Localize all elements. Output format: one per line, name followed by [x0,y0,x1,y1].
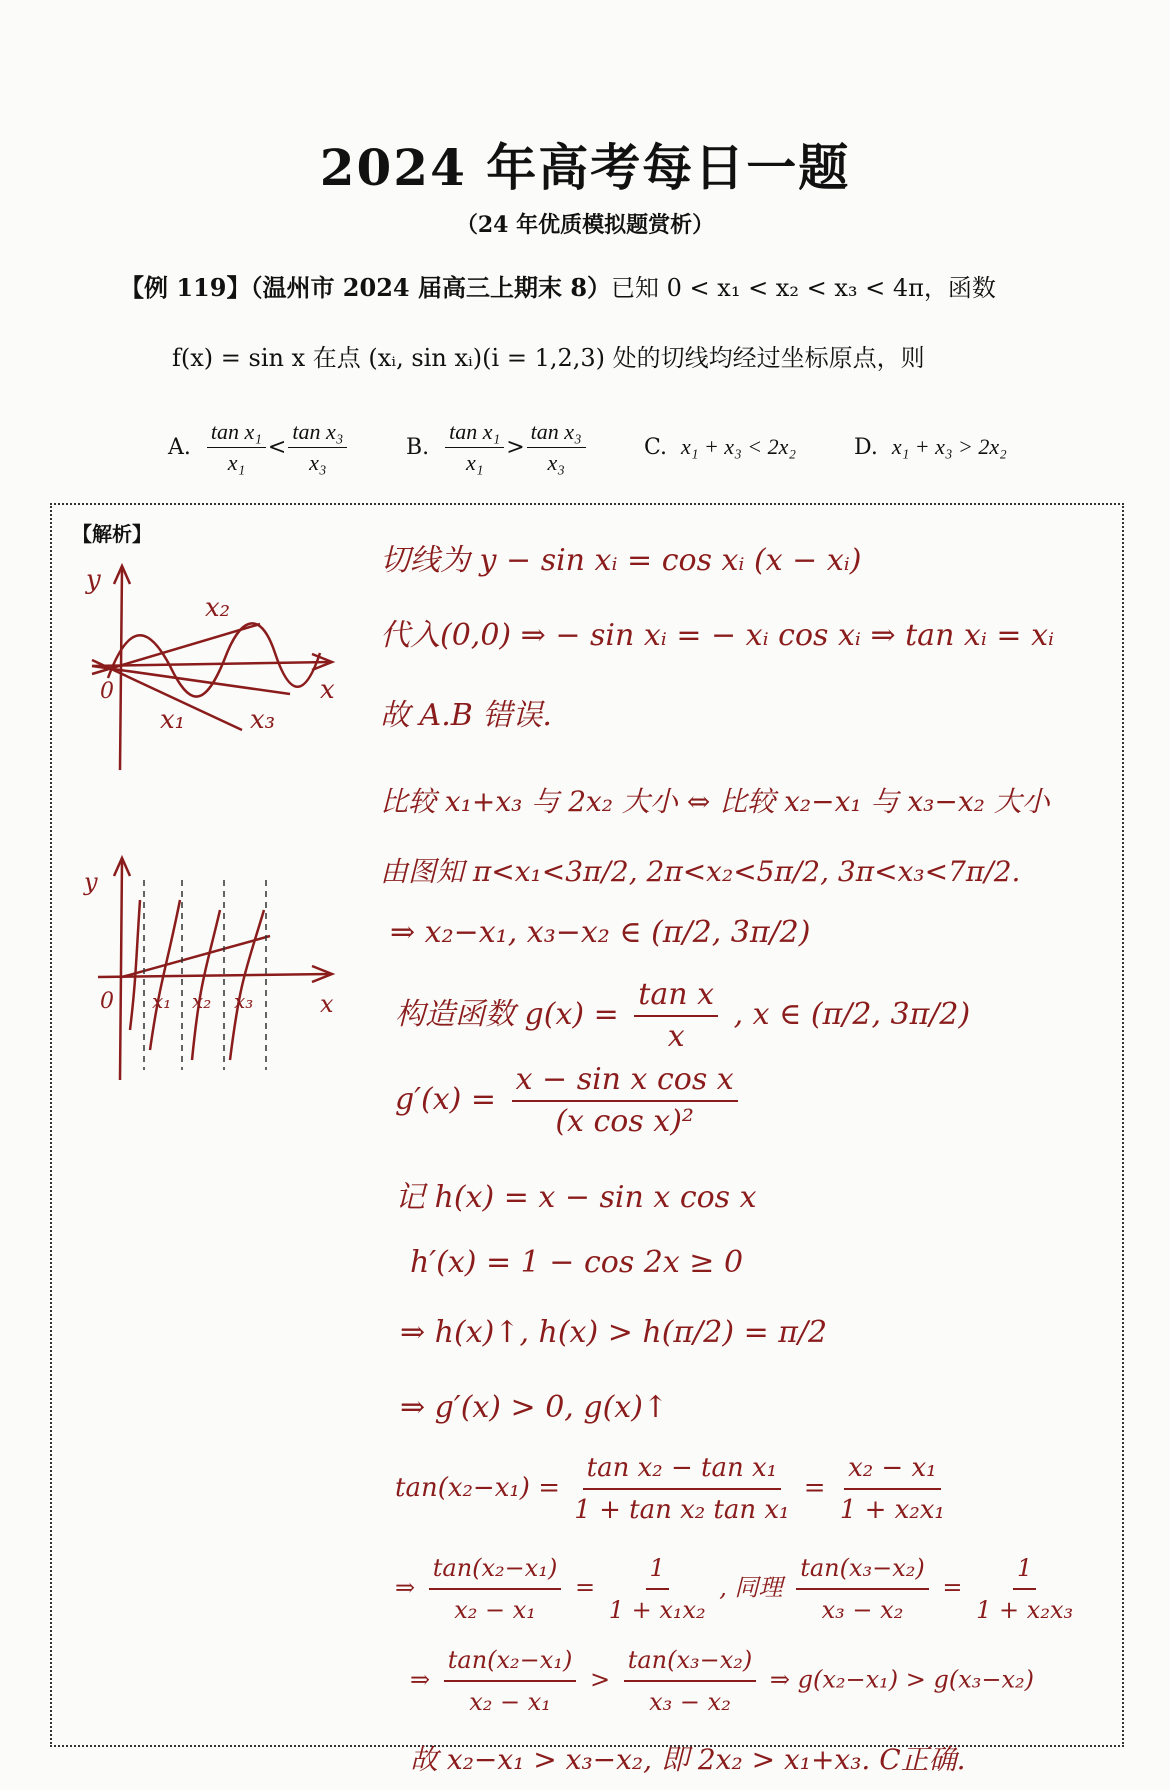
l13-frac: $\frac{\text{tan x₂ − tan x₁}}{\text{1 + tan x₂ tan x₁}}$ [574,1448,789,1530]
l14-frac2: $\frac{1}{\text{1 + x₁x₂}}$ [609,1548,706,1630]
solution-line-16: 故 x₂−x₁ > x₃−x₂, 即 2x₂ > x₁+x₃. C正确. [410,1743,966,1776]
option-a-label: A. [168,434,191,460]
option-b-label: B. [406,434,430,460]
graph2-y-label: y [84,868,98,896]
l15-frac: $\frac{\text{tan(x₂−x₁)}}{\text{x₂ − x₁}}$ [444,1640,577,1722]
graph1-x-label: x [320,675,335,705]
l7-pre: 构造函数 g(x) = [395,997,619,1032]
solution-line-8 [395,1060,744,1142]
solution-line-5: 由图知 π<x₁<3π/2, 2π<x₂<5π/2, 3π<x₃<7π/2. [380,855,1021,888]
problem-source: （温州市 2024 届高三上期末 8） [250,273,612,302]
graph2-y-axis [120,860,122,1080]
option-b-frac-right: $\frac{\text{tan x₃}}{\text{x₃}}$ [527,417,586,478]
problem-tag: 【例 119】 [120,273,251,302]
option-a-frac-left: $\frac{\text{tan x₁}}{\text{x₁}}$ [207,417,266,478]
option-c [644,412,796,482]
option-a-op: < [267,434,287,460]
graph2-x-label: x [320,990,334,1018]
analysis-label: 【解析】 [72,522,152,546]
l13-frac2: $\frac{\text{x₂ − x₁}}{\text{1 + x₂x₁}}$ [840,1448,945,1530]
solution-line-1: 切线为 y − sin xᵢ = cos xᵢ (x − xᵢ) [380,543,862,578]
option-b [406,412,588,482]
solution-line-4: 比较 x₁+x₃ 与 2x₂ 大小 ⇔ 比较 x₂−x₁ 与 x₃−x₂ 大小 [380,785,1050,818]
graph-tan-line [80,840,350,1090]
l15-post: ⇒ g(x₂−x₁) > g(x₃−x₂) [769,1665,1035,1694]
graph2-tan-branch-1 [130,900,140,1030]
solution-line-10: h′(x) = 1 − cos 2x ≥ 0 [410,1245,744,1280]
option-d [854,412,1007,482]
option-a [168,412,349,482]
page-subtitle: （24 年优质模拟题赏析） [455,212,715,238]
answer-options [168,412,1068,492]
option-d-text: x₁ + x₃ > 2x₂ [891,434,1007,459]
l8-pre: g′(x) = [395,1082,497,1117]
l7-frac: $\frac{\text{tan x}}{x}$ [634,975,718,1057]
solution-line-15 [410,1640,1034,1722]
problem-stem1: 已知 0 < x₁ < x₂ < x₃ < 4π，函数 [611,274,996,302]
solution-line-6: ⇒ x₂−x₁, x₃−x₂ ∈ (π/2, 3π/2) [390,915,811,950]
solution-line-13 [395,1448,951,1530]
l14-pre: ⇒ [395,1573,416,1602]
l14-eq: = [574,1573,596,1602]
graph2-tan-branch-4 [230,910,264,1060]
option-c-label: C. [644,434,668,460]
l15-frac2: $\frac{\text{tan(x₃−x₂)}}{\text{x₃ − x₂}}$ [624,1640,757,1722]
graph1-x1-label: x₁ [160,705,186,735]
l14-frac3: $\frac{\text{tan(x₃−x₂)}}{\text{x₃ − x₂}}$ [796,1548,929,1630]
problem-stem-line2: f(x) = sin x 在点 (xᵢ, sin xᵢ)(i = 1,2,3) 处的切线均经过坐标原点，则 [172,344,925,372]
graph2-x2-label: x₂ [192,989,212,1013]
option-d-label: D. [854,434,878,460]
solution-line-14 [395,1548,1079,1630]
option-a-frac-right: $\frac{\text{tan x₃}}{\text{x₃}}$ [288,417,347,478]
option-c-text: x₁ + x₃ < 2x₂ [681,434,796,459]
l14-eq2: = [942,1573,963,1602]
solution-line-3: 故 A.B 错误. [380,698,552,733]
option-b-frac-left: $\frac{\text{tan x₁}}{\text{x₁}}$ [445,417,504,478]
option-b-op: > [506,434,525,460]
l8-frac: $\frac{\text{x − sin x cos x}}{\text{(x cos x)²}}$ [512,1060,738,1142]
graph2-origin: 0 [100,989,114,1014]
graph1-x3-label: x₃ [250,705,276,735]
graph2-tan-branch-3 [192,910,220,1060]
graph1-tangent-x2 [92,624,260,674]
graph2-x3-label: x₃ [234,989,254,1013]
problem-stem-line1 [120,268,996,303]
l14-mid: , 同理 [719,1573,783,1602]
solution-line-7 [395,975,970,1057]
graph1-x2-label: x₂ [205,593,231,623]
graph1-origin: 0 [100,679,114,704]
l7-post: , x ∈ (π/2, 3π/2) [733,997,971,1032]
page-title: 2024 年高考每日一题 [319,138,851,197]
solution-line-12: ⇒ g′(x) > 0, g(x)↑ [400,1390,669,1425]
l14-frac: $\frac{\text{tan(x₂−x₁)}}{\text{x₂ − x₁}}$ [429,1548,562,1630]
solution-line-2: 代入(0,0) ⇒ − sin xᵢ = − xᵢ cos xᵢ ⇒ tan xᵢ = xᵢ [380,618,1055,653]
graph2-x1-label: x₁ [152,989,172,1013]
solution-line-11: ⇒ h(x)↑, h(x) > h(π/2) = π/2 [400,1315,828,1350]
graph-sine-tangents [80,548,350,778]
l13-pre: tan(x₂−x₁) = [395,1473,560,1503]
graph1-y-label: y [86,565,101,595]
l13-eq: = [803,1473,826,1503]
l15-pre: ⇒ [410,1665,431,1694]
l14-frac4: $\frac{1}{\text{1 + x₂x₃}}$ [976,1548,1073,1630]
solution-line-9: 记 h(x) = x − sin x cos x [395,1180,757,1215]
l15-op: > [589,1665,611,1694]
